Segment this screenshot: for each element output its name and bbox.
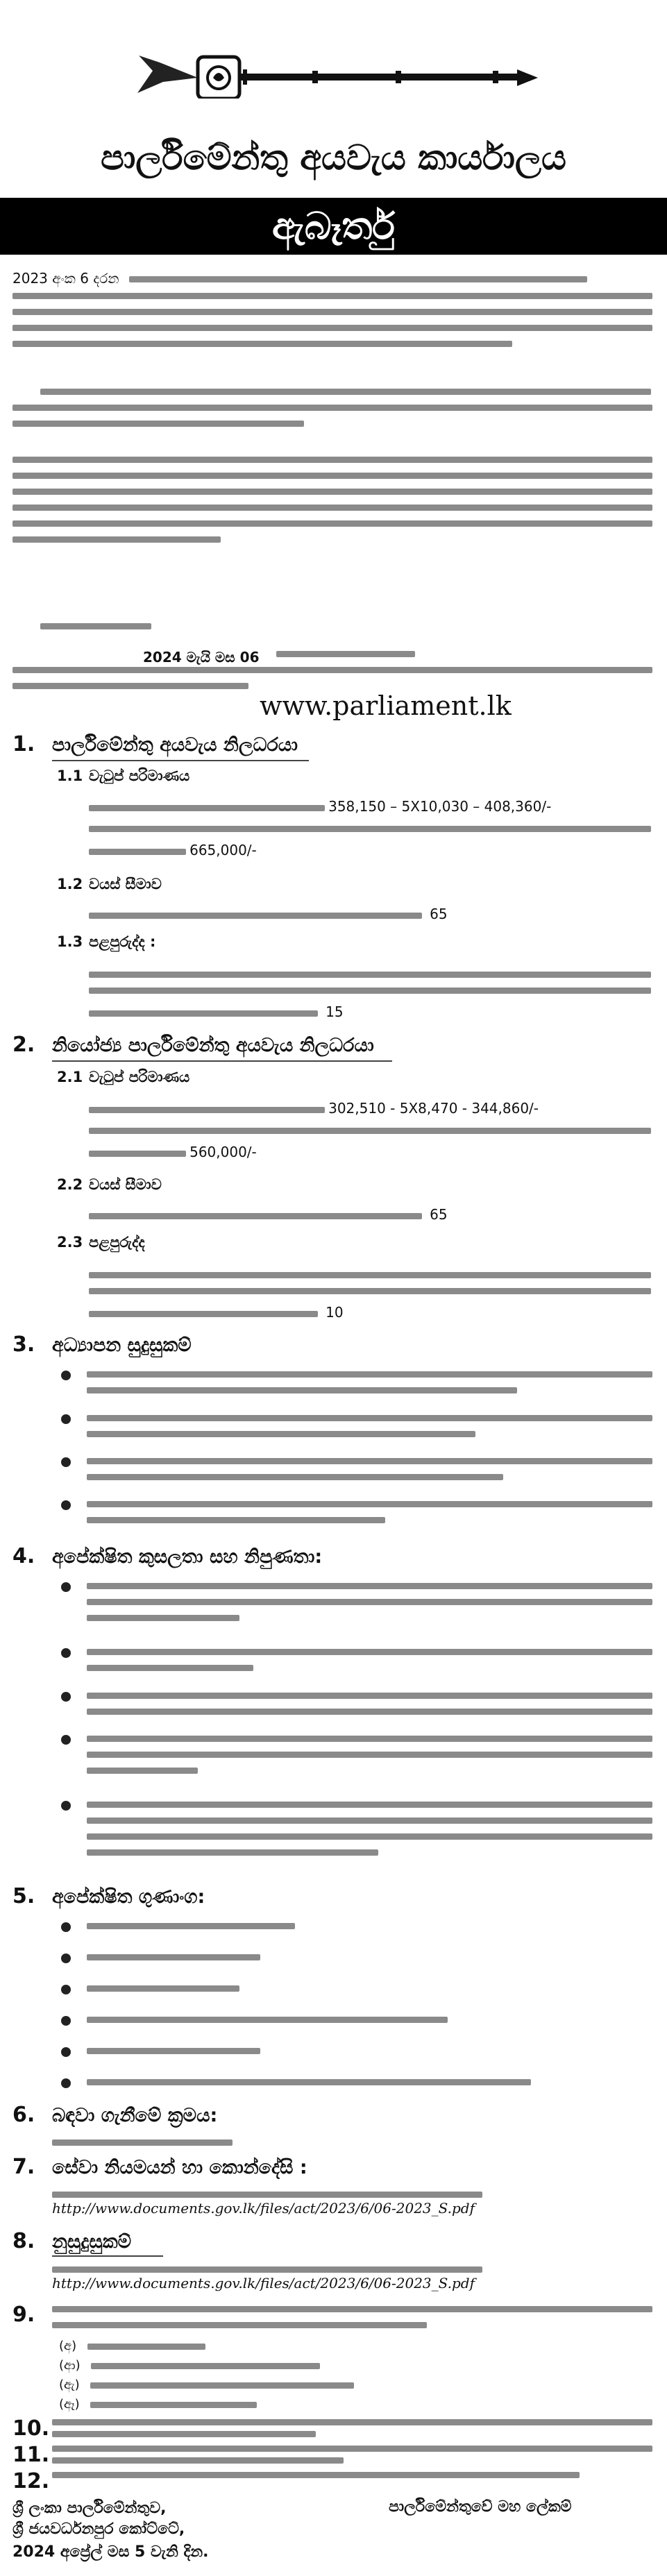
section-8-number: 8.: [12, 2229, 35, 2253]
sub-2-2-title: වයස් සීමාව: [89, 1176, 162, 1193]
notice-banner: ඇබෑර්තු: [0, 198, 667, 255]
section-6-number: 6.: [12, 2103, 35, 2127]
section-5-title: අපේක්ෂිත ගුණාංග:: [52, 1886, 205, 1908]
footer-signatory: පාර්ලිමේන්තුවේ මහ ලේකම්: [389, 2498, 572, 2516]
section-10-number: 10.: [12, 2416, 50, 2441]
salary-scale-2: 302,510 - 5X8,470 - 344,860/-: [328, 1100, 539, 1117]
sub-2-3-title: පළපුරුද්ද: [89, 1234, 145, 1251]
footer-date: 2024 අප්‍රේල් මස 5 වැනි දින.: [12, 2543, 209, 2561]
sub-1-3-number: 1.3: [57, 933, 83, 950]
document-item-ae: (ඇ): [59, 2378, 354, 2392]
section-1-number: 1.: [12, 732, 35, 756]
section-6-title: බඳවා ගැනීමේ ක්‍රමය:: [52, 2105, 218, 2126]
section-2-number: 2.: [12, 1033, 35, 1057]
salary-scale-1: 358,150 – 5X10,030 – 408,360/-: [328, 798, 552, 815]
sub-2-1-number: 2.1: [57, 1069, 83, 1085]
office-title: පාර්ලිමේන්තු අයවැය කාර්යාලය: [100, 137, 566, 178]
experience-years-2: 10: [326, 1304, 344, 1321]
approx-salary-2: 560,000/-: [189, 1144, 257, 1160]
approx-salary-1: 665,000/-: [189, 842, 257, 858]
footer-address: ශ්‍රී ලංකා පාර්ලිමේන්තුව, ශ්‍රී ජයවර්ධනපුර කෝට්ටේ,: [12, 2500, 185, 2538]
disqualifications-link[interactable]: http://www.documents.gov.lk/files/act/2023/6/06-2023_S.pdf: [52, 2275, 475, 2291]
age-limit-1: 65: [430, 906, 448, 922]
sub-1-2-number: 1.2: [57, 876, 83, 892]
sub-1-1-number: 1.1: [57, 768, 83, 784]
section-4-title: අපේක්ෂිත කුසලතා සහ නිපුණතා:: [52, 1546, 323, 1568]
section-11-number: 11.: [12, 2443, 50, 2467]
sub-2-3-number: 2.3: [57, 1234, 83, 1251]
sub-1-3-title: පළපුරුද්ද :: [89, 933, 156, 950]
parliament-website-link[interactable]: www.parliament.lk: [260, 690, 512, 721]
sub-2-2-number: 2.2: [57, 1176, 83, 1193]
section-3-number: 3.: [12, 1332, 35, 1357]
sub-1-2-title: වයස් සීමාව: [89, 876, 162, 892]
age-limit-2: 65: [430, 1206, 448, 1223]
document-item-aee: (ඈ): [59, 2397, 257, 2412]
service-conditions-link[interactable]: http://www.documents.gov.lk/files/act/2023/6/06-2023_S.pdf: [52, 2200, 475, 2217]
section-5-number: 5.: [12, 1884, 35, 1908]
section-4-number: 4.: [12, 1544, 35, 1568]
section-7-title: සේවා නියමයන් හා කොන්දේසි :: [52, 2157, 307, 2178]
intro-year-ref: 2023 අංක 6 දරන: [12, 270, 119, 287]
document-item-a: (අ): [59, 2339, 205, 2353]
section-2-title: නියෝජ්‍ය පාර්ලිමේන්තු අයවැය නිලධරයා: [52, 1035, 374, 1056]
sub-1-1-title: වැටුප් පරිමාණය: [89, 768, 190, 784]
section-12-number: 12.: [12, 2469, 50, 2493]
section-1-title: පාර්ලිමේන්තු අයවැය නිලධරයා: [52, 734, 298, 756]
section-8-title: නුසුදුසුකම්: [52, 2231, 132, 2253]
document-item-aa: (ආ): [59, 2358, 320, 2373]
closing-date: 2024 මැයි මස 06: [143, 649, 260, 666]
section-7-number: 7.: [12, 2155, 35, 2179]
section-9-number: 9.: [12, 2303, 35, 2327]
sub-2-1-title: වැටුප් පරිමාණය: [89, 1069, 190, 1085]
experience-years-1: 15: [326, 1003, 344, 1020]
section-3-title: අධ්‍යාපන සුදුසුකම්: [52, 1334, 192, 1356]
